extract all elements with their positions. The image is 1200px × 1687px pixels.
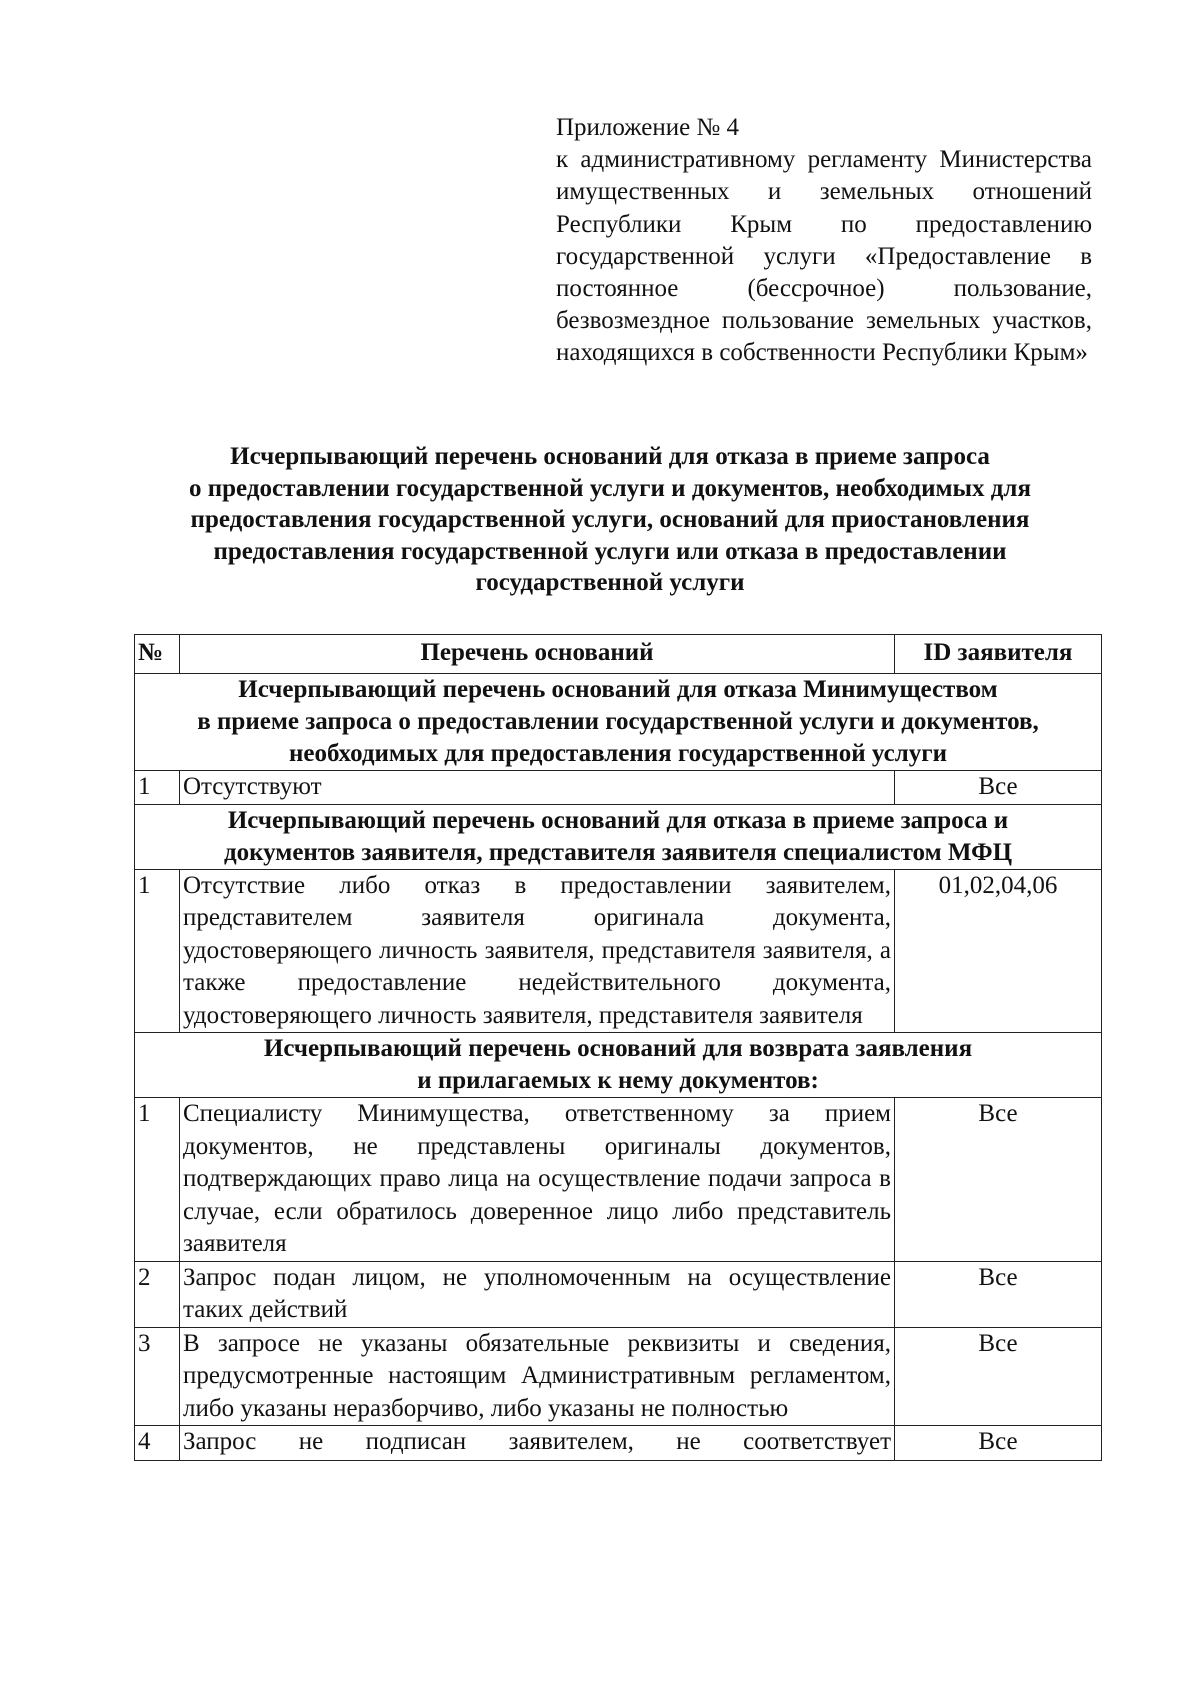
row-text: В запросе не указаны обязательные реквизиты и сведения, предусмотренные настоящим Административным регламентом, либо указаны неразборчиво, либо указаны не полностью: [180, 1327, 895, 1426]
section-title-line: Исчерпывающий перечень оснований для возврата заявления: [263, 1035, 973, 1062]
row-number: 1: [135, 1098, 180, 1262]
row-number: 4: [135, 1426, 180, 1461]
row-number: 2: [135, 1261, 180, 1327]
heading-line: о предоставлении государственной услуги и документов, необходимых для: [189, 474, 1031, 502]
section-row: [135, 674, 1102, 771]
annex-title: Приложение № 4: [556, 114, 740, 141]
table-header-row: [135, 635, 1102, 674]
row-text: Отсутствуют: [180, 771, 895, 805]
row-text: Специалисту Минимущества, ответственному за прием документов, не представлены оригиналы документов, подтверждающих право лица на осуществление подачи запроса в случае, если обратилось доверенное лицо либо представитель заявителя: [180, 1098, 895, 1262]
section-title: [135, 674, 1102, 771]
section-title: [135, 804, 1102, 869]
row-applicant-id: Все: [895, 1426, 1102, 1461]
table-row: [135, 1327, 1102, 1426]
section-title-line: Исчерпывающий перечень оснований для отказа в приеме запроса и: [227, 806, 1009, 834]
heading-line: предоставления государственной услуги или отказа в предоставлении: [213, 537, 1007, 565]
header-id: ID заявителя: [895, 635, 1102, 674]
table-row: [135, 771, 1102, 805]
header-grounds: Перечень оснований: [180, 635, 895, 674]
row-number: 1: [135, 869, 180, 1033]
document-heading: [130, 441, 1090, 599]
table-row: [135, 1098, 1102, 1262]
heading-line: Исчерпывающий перечень оснований для отказа в приеме запроса: [230, 443, 990, 470]
section-title-line: документов заявителя, представителя заявителя специалистом МФЦ: [223, 838, 1013, 866]
table-row: [135, 1426, 1102, 1461]
annex-text: к административному регламенту Министерства имущественных и земельных отношений Республики Крым по предоставлению государственной услуги «Предоставление в постоянное (бессрочное) пользование, безвозмездное пользование земельных участков, находящихся в собственности Республики Крым»: [556, 146, 1092, 367]
row-applicant-id: Все: [895, 1261, 1102, 1327]
row-applicant-id: Все: [895, 1098, 1102, 1262]
row-applicant-id: Все: [895, 771, 1102, 805]
heading-line: предоставления государственной услуги, оснований для приостановления: [190, 506, 1030, 534]
row-text: Запрос не подписан заявителем, не соответствует: [180, 1426, 895, 1461]
table-row: [135, 869, 1102, 1033]
grounds-table: [134, 634, 1102, 1461]
section-title: [135, 1033, 1102, 1098]
row-number: 1: [135, 771, 180, 805]
section-title-line: в приеме запроса о предоставлении государственной услуги и документов,: [197, 708, 1039, 735]
section-title-line: и прилагаемых к нему документов:: [417, 1067, 819, 1094]
section-row: [135, 804, 1102, 869]
header-num: №: [135, 635, 180, 674]
row-text: Запрос подан лицом, не уполномоченным на осуществление таких действий: [180, 1261, 895, 1327]
section-title-line: Исчерпывающий перечень оснований для отказа Минимуществом: [238, 676, 998, 703]
section-title-line: необходимых для предоставления государственной услуги: [289, 740, 947, 767]
row-number: 3: [135, 1327, 180, 1426]
row-applicant-id: 01,02,04,06: [895, 869, 1102, 1033]
table-row: [135, 1261, 1102, 1327]
row-text: Отсутствие либо отказ в предоставлении заявителем, представителем заявителя оригинала документа, удостоверяющего личность заявителя, представителя заявителя, а также предоставление недействительного документа, удостоверяющего личность заявителя, представителя заявителя: [180, 869, 895, 1033]
heading-line: государственной услуги: [475, 569, 745, 597]
section-row: [135, 1033, 1102, 1098]
annex-block: [556, 112, 1092, 370]
row-applicant-id: Все: [895, 1327, 1102, 1426]
